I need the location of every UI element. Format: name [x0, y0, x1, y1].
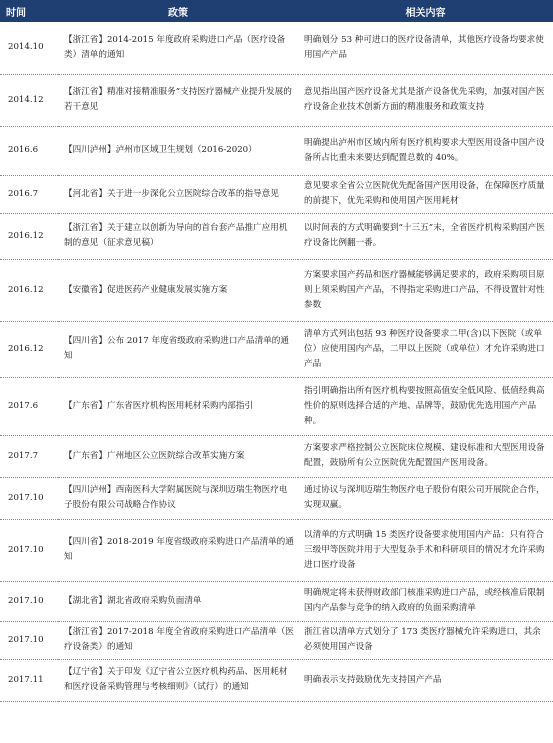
- header-policy: 政策: [58, 0, 298, 22]
- cell-content: 明确规定将未获得财政部门核准采购进口产品，或经核准后限制国内产品参与竞争的纳入政府的负面采购清单: [298, 581, 553, 621]
- table-row: [0, 22, 553, 74]
- cell-policy: 【四川省】2018-2019 年度省级政府采购进口产品清单的通知: [58, 519, 298, 581]
- cell-time: 2014.12: [0, 74, 58, 126]
- cell-content: 通过协议与深圳迈瑞生物医疗电子股份有限公司开展院企合作，实现双赢。: [298, 477, 553, 519]
- table-row: [0, 126, 553, 175]
- table-row: [0, 259, 553, 321]
- cell-policy: 【辽宁省】关于印发《辽宁省公立医疗机构药品、医用耗材和医疗设备采购管理与考核细则》（试行）的通知: [58, 659, 298, 701]
- table-row: [0, 213, 553, 259]
- cell-policy: 【浙江省】关于建立以创新为导向的首台套产品推广应用机制的意见（征求意见稿）: [58, 213, 298, 259]
- cell-policy: 【安徽省】促进医药产业健康发展实施方案: [58, 259, 298, 321]
- header-time: 时间: [0, 0, 58, 22]
- cell-time: 2017.10: [0, 621, 58, 659]
- cell-time: 2017.11: [0, 659, 58, 701]
- cell-policy: 【四川省】公布 2017 年度省级政府采购进口产品清单的通知: [58, 321, 298, 377]
- cell-policy: 【浙江省】2014-2015 年度政府采购进口产品（医疗设备类）清单的通知: [58, 22, 298, 74]
- cell-content: 意见指出国产医疗设备尤其是浙产设备优先采购，加强对国产医疗设备企业技术创新方面的精准服务和政策支持: [298, 74, 553, 126]
- cell-content: 以时间表的方式明确要到“十三五”末，全省医疗机构采购国产医疗设备比例翻一番。: [298, 213, 553, 259]
- cell-content: 明确表示支持鼓励优先支持国产产品: [298, 659, 553, 701]
- header-content: 相关内容: [298, 0, 553, 22]
- cell-content: 意见要求全省公立医院优先配备国产医用设备，在保障医疗质量的前提下，优先采购和使用国产医用耗材: [298, 175, 553, 213]
- table-row: [0, 621, 553, 659]
- cell-time: 2016.12: [0, 321, 58, 377]
- cell-content: 浙江省以清单方式划分了 173 类医疗器械允许采购进口，其余必须使用国产设备: [298, 621, 553, 659]
- cell-policy: 【河北省】关于进一步深化公立医院综合改革的指导意见: [58, 175, 298, 213]
- cell-time: 2017.10: [0, 581, 58, 621]
- table-row: [0, 175, 553, 213]
- cell-time: 2014.10: [0, 22, 58, 74]
- cell-time: 2017.7: [0, 435, 58, 477]
- cell-content: 清单方式列出包括 93 种医疗设备要求二甲(含)以下医院（或单位）应使用国内产品，二甲以上医院（或单位）才允许采购进口产品: [298, 321, 553, 377]
- table-header-row: [0, 0, 553, 22]
- cell-content: 明确提出泸州市区域内所有医疗机构要求大型医用设备中国产设备所占比重未来要达到配置总数的 40%。: [298, 126, 553, 175]
- cell-policy: 【浙江省】精准对接精准服务”支持医疗器械产业提升发展的若干意见: [58, 74, 298, 126]
- table-row: [0, 659, 553, 701]
- cell-content: 以清单的方式明确 15 类医疗设备要求使用国内产品：只有符合三级甲等医院并用于大型复杂手术和科研项目的情况才允许采购进口医疗设备: [298, 519, 553, 581]
- cell-content: 明确划分 53 种可进口的医疗设备清单，其他医疗设备均要求使用国产产品: [298, 22, 553, 74]
- cell-time: 2016.7: [0, 175, 58, 213]
- table-row: [0, 377, 553, 435]
- cell-policy: 【湖北省】湖北省政府采购负面清单: [58, 581, 298, 621]
- table-row: [0, 477, 553, 519]
- cell-time: 2017.10: [0, 477, 58, 519]
- cell-time: 2016.6: [0, 126, 58, 175]
- cell-time: 2017.10: [0, 519, 58, 581]
- cell-time: 2016.12: [0, 213, 58, 259]
- cell-time: 2017.6: [0, 377, 58, 435]
- table-row: [0, 519, 553, 581]
- cell-policy: 【四川泸州】泸州市区域卫生规划（2016-2020）: [58, 126, 298, 175]
- cell-policy: 【浙江省】2017-2018 年度全省政府采购进口产品清单（医疗设备类）的通知: [58, 621, 298, 659]
- table-row: [0, 321, 553, 377]
- table-row: [0, 435, 553, 477]
- cell-content: 指引明确指出所有医疗机构要按照高值安全低风险、低值经典高性价的原则选择合适的产地、品牌等，鼓励优先选用国产产品种。: [298, 377, 553, 435]
- table-row: [0, 581, 553, 621]
- cell-content: 方案要求严格控制公立医院床位规模、建设标准和大型医用设备配置，鼓励所有公立医院优先配置国产医用设备。: [298, 435, 553, 477]
- table-row: [0, 74, 553, 126]
- cell-content: 方案要求国产药品和医疗器械能够满足要求的，政府采购项目原则上须采购国产产品，不得指定采购进口产品，不得设置针对性参数: [298, 259, 553, 321]
- cell-policy: 【广东省】广州地区公立医院综合改革实施方案: [58, 435, 298, 477]
- cell-time: 2016.12: [0, 259, 58, 321]
- cell-policy: 【广东省】广东省医疗机构医用耗材采购内部指引: [58, 377, 298, 435]
- cell-policy: 【四川泸州】西南医科大学附属医院与深圳迈瑞生物医疗电子股份有限公司战略合作协议: [58, 477, 298, 519]
